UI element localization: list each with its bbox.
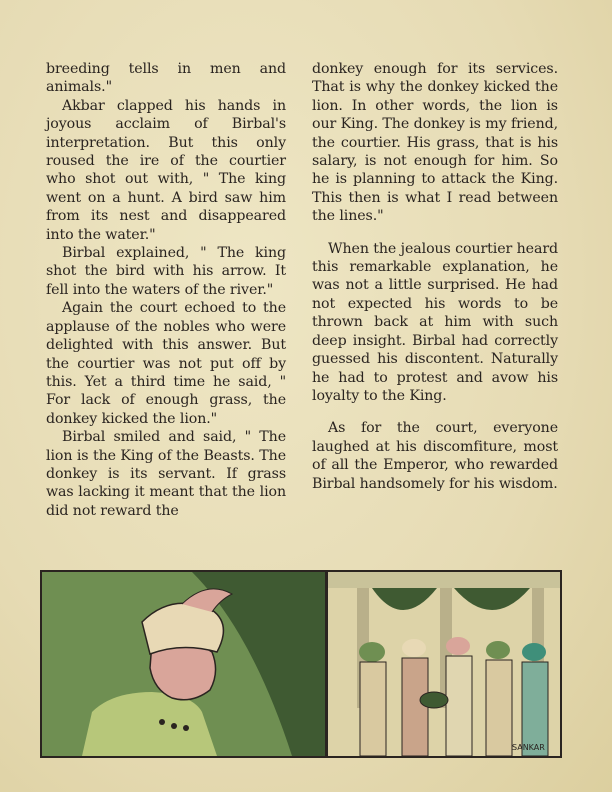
turban — [359, 642, 385, 662]
court-illustration — [40, 570, 562, 758]
necklace-bead — [171, 723, 177, 729]
paragraph: As for the court, everyone laughed at his discomfiture, most of all the Emperor, who rewarded Birbal handsomely for his wisdom. — [312, 420, 558, 492]
courtier-figure — [486, 660, 512, 756]
paragraph: Birbal smiled and said, " The lion is the King of the Beasts. The donkey is its servant. If grass was lacking it meant that the lion did not reward the — [46, 429, 286, 519]
turban — [446, 637, 470, 655]
artist-signature: SANKAR — [512, 743, 545, 752]
paragraph: When the jealous courtier heard this remarkable explanation, he was not a little surprised. He had not expected his words to be thrown back at him with such deep insight. Birbal had correctly guessed his discontent. Naturally he had to protest and avow his loyalty to the King. — [312, 240, 558, 404]
courtier-figure — [522, 662, 548, 756]
panel-divider — [325, 572, 328, 756]
turban — [402, 639, 426, 657]
turban — [486, 641, 510, 659]
ceiling-frieze — [328, 572, 560, 588]
courtier-figure — [402, 658, 428, 756]
paragraph: donkey enough for its services. That is why the donkey kicked the lion. In other words, the lion is our King. The donkey is my friend, the courtier. His grass, that is his salary, is not enough for him. So he is planning to attack the King. This then is what I read between the lines." — [312, 61, 558, 225]
left-column — [46, 60, 286, 520]
reward-bag — [420, 692, 448, 708]
right-column — [312, 60, 558, 493]
courtier-figure — [446, 656, 472, 756]
necklace-bead — [183, 725, 189, 731]
illustration-art — [42, 572, 560, 756]
paragraph: Again the court echoed to the applause of the nobles who were delighted with this answer. But the courtier was not put off by this. Yet a third time he said, " For lack of enough grass, the donkey kicked the lion." — [46, 300, 286, 427]
paragraph: breeding tells in men and animals." — [46, 61, 286, 96]
paragraph: Akbar clapped his hands in joyous acclaim of Birbal's interpretation. But this only roused the ire of the courtier who shot out with, " The king went on a hunt. A bird saw him from its nest and disappeared into the water." — [46, 97, 286, 243]
courtier-figure — [360, 662, 386, 756]
necklace-bead — [159, 719, 165, 725]
turban — [522, 643, 546, 661]
paragraph: Birbal explained, " The king shot the bird with his arrow. It fell into the waters of the river." — [46, 245, 286, 298]
